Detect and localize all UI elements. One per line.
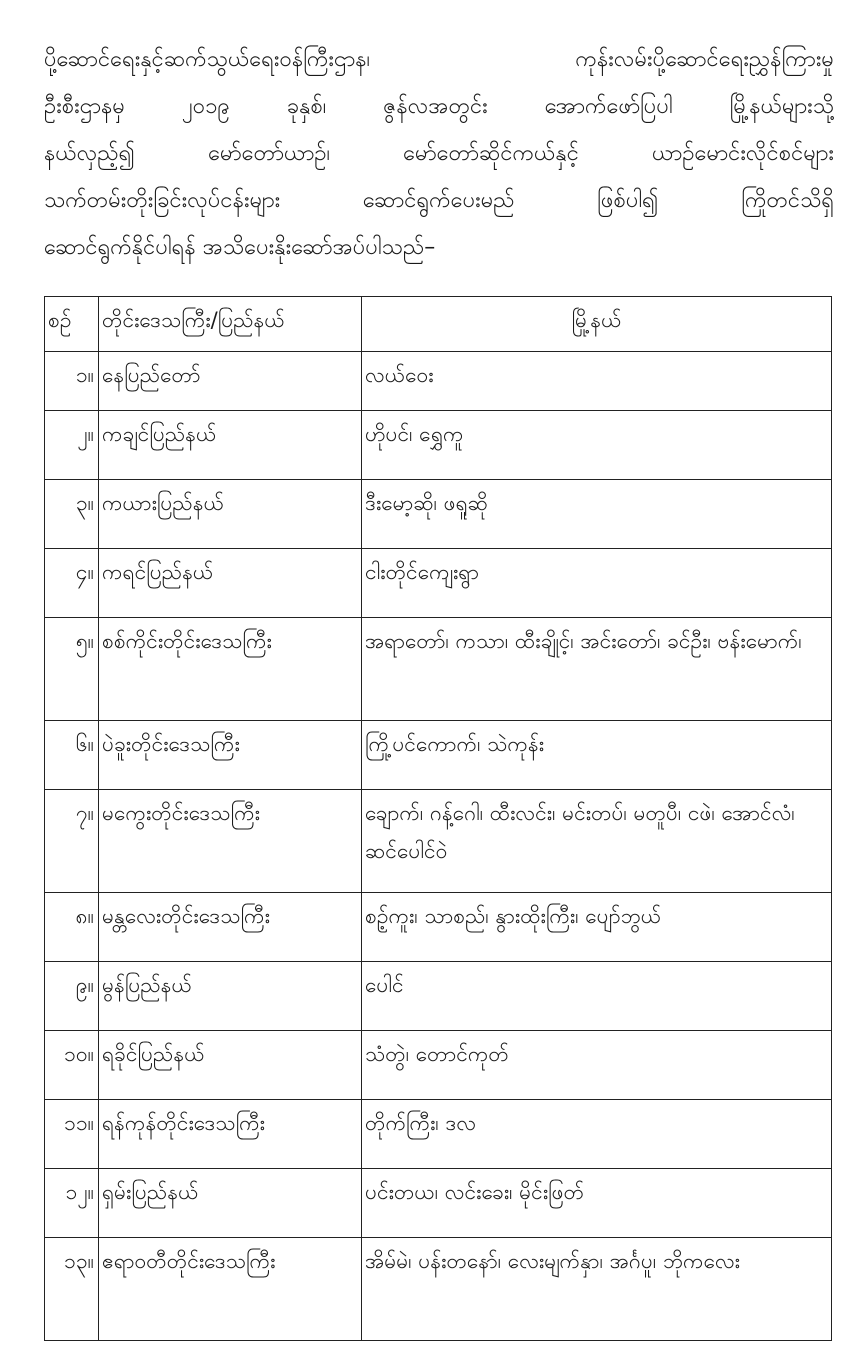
intro-line: နယ်လှည့်၍ မော်တော်ယာဉ်၊ မော်တော်ဆိုင်ကယ်နှင့် ယာဉ်မောင်းလိုင်စင်များ — [44, 141, 834, 166]
table-row — [45, 618, 832, 721]
row-townships: လယ်ဝေး — [362, 352, 832, 411]
table-row — [45, 1238, 832, 1341]
row-region: ကရင်ပြည်နယ် — [99, 549, 362, 618]
intro-paragraph — [44, 36, 834, 271]
table-row — [45, 962, 832, 1031]
row-number: ၅။ — [45, 618, 99, 721]
row-number: ၂။ — [45, 411, 99, 480]
table-header-row — [45, 297, 832, 352]
row-region: မကွေးတိုင်းဒေသကြီး — [99, 790, 362, 893]
row-number: ၈။ — [45, 893, 99, 962]
intro-line: ဦးစီးဌာနမှ ၂၀၁၉ ခုနှစ်၊ ဇွန်လအတွင်း အောက်ဖော်ပြပါ မြို့နယ်များသို့ — [44, 94, 834, 119]
row-number: ၄။ — [45, 549, 99, 618]
intro-line: ပို့ဆောင်ရေးနှင့်ဆက်သွယ်ရေးဝန်ကြီးဌာန၊ ကုန်းလမ်းပို့ဆောင်ရေးညွှန်ကြားမှု — [44, 47, 834, 72]
table-row — [45, 893, 832, 962]
row-region: မွန်ပြည်နယ် — [99, 962, 362, 1031]
row-region: ဧရာဝတီတိုင်းဒေသကြီး — [99, 1238, 362, 1341]
row-townships: သံတွဲ၊ တောင်ကုတ် — [362, 1031, 832, 1100]
table-row — [45, 411, 832, 480]
row-townships: ကြို့ပင်ကောက်၊ သဲကုန်း — [362, 721, 832, 790]
table-row — [45, 480, 832, 549]
row-number: ၁။ — [45, 352, 99, 411]
header-serial: စဉ် — [45, 297, 99, 352]
row-region: နေပြည်တော် — [99, 352, 362, 411]
row-townships: တိုက်ကြီး၊ ဒလ — [362, 1100, 832, 1169]
row-number: ၆။ — [45, 721, 99, 790]
row-townships: ဒီးမော့ဆို၊ ဖရူဆို — [362, 480, 832, 549]
row-townships: ပင်းတယ၊ လင်းခေး၊ မိုင်းဖြတ် — [362, 1169, 832, 1238]
row-number: ၁၁။ — [45, 1100, 99, 1169]
table-row — [45, 1100, 832, 1169]
table-row — [45, 1169, 832, 1238]
intro-line: ဆောင်ရွက်နိုင်ပါရန် အသိပေးနိုးဆော်အပ်ပါသည်– — [44, 235, 436, 260]
table-row — [45, 721, 832, 790]
row-number: ၁၂။ — [45, 1169, 99, 1238]
row-region: ရန်ကုန်တိုင်းဒေသကြီး — [99, 1100, 362, 1169]
row-townships: ချောက်၊ ဂန့်ဂေါ၊ ထီးလင်း၊ မင်းတပ်၊ မတူပီ၊ ငဖဲ၊ အောင်လံ၊ ဆင်ပေါင်ဝဲ — [362, 790, 832, 893]
row-region: ရခိုင်ပြည်နယ် — [99, 1031, 362, 1100]
row-region: မန္တလေးတိုင်းဒေသကြီး — [99, 893, 362, 962]
row-townships: ပေါင် — [362, 962, 832, 1031]
township-schedule-table — [44, 296, 832, 1341]
row-townships: အရာတော်၊ ကသာ၊ ထီးချိုင့်၊ အင်းတော်၊ ခင်ဦး၊ ဗန်းမောက်၊ — [362, 618, 832, 721]
row-region: ကချင်ပြည်နယ် — [99, 411, 362, 480]
row-number: ၃။ — [45, 480, 99, 549]
row-number: ၉။ — [45, 962, 99, 1031]
row-townships: အိမ်မဲ၊ ပန်းတနော်၊ လေးမျက်နှာ၊ အင်္ဂပူ၊ ဘိုကလေး — [362, 1238, 832, 1341]
intro-line: သက်တမ်းတိုးခြင်းလုပ်ငန်းများ ဆောင်ရွက်ပေးမည် ဖြစ်ပါ၍ ကြိုတင်သိရှိ — [44, 188, 834, 213]
row-number: ၁၃။ — [45, 1238, 99, 1341]
header-townships: မြို့နယ် — [362, 297, 832, 352]
row-region: ပဲခူးတိုင်းဒေသကြီး — [99, 721, 362, 790]
row-number: ၁၀။ — [45, 1031, 99, 1100]
header-region: တိုင်းဒေသကြီး/ပြည်နယ် — [99, 297, 362, 352]
row-townships: စဉ့်ကူး၊ သာစည်၊ နွားထိုးကြီး၊ ပျော်ဘွယ် — [362, 893, 832, 962]
table-row — [45, 352, 832, 411]
row-region: စစ်ကိုင်းတိုင်းဒေသကြီး — [99, 618, 362, 721]
table-row — [45, 1031, 832, 1100]
table-row — [45, 549, 832, 618]
row-number: ၇။ — [45, 790, 99, 893]
row-region: ကယားပြည်နယ် — [99, 480, 362, 549]
row-townships: ငါးတိုင်ကျေးရွာ — [362, 549, 832, 618]
row-region: ရှမ်းပြည်နယ် — [99, 1169, 362, 1238]
row-townships: ဟိုပင်၊ ရွှေကူ — [362, 411, 832, 480]
table-row — [45, 790, 832, 893]
